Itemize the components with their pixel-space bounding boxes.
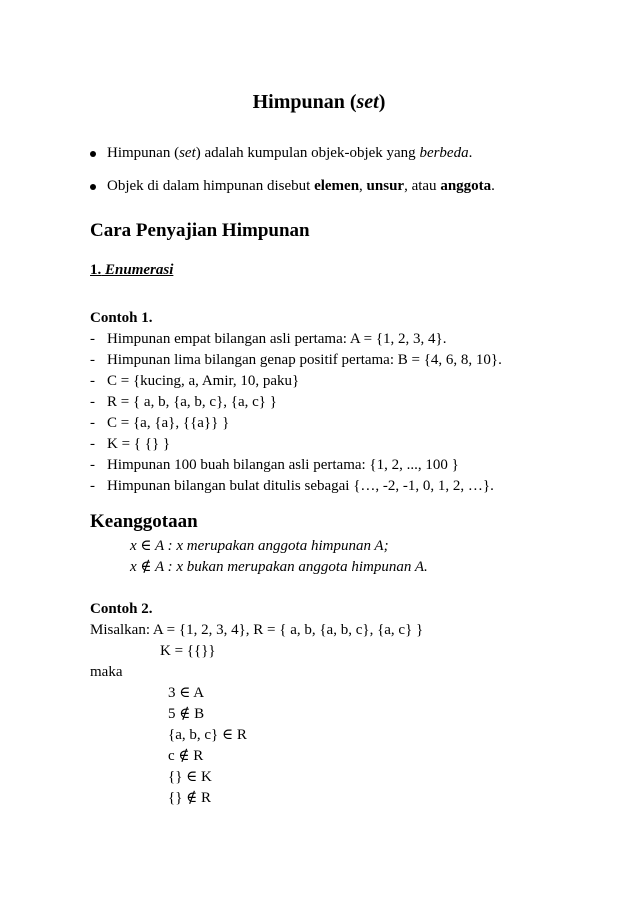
result-line: {} ∈ K: [168, 769, 212, 785]
result-line: 3 ∈ A: [168, 685, 205, 701]
contoh-2-line-1: Misalkan: A = {1, 2, 3, 4}, R = { a, b, {a, b, c}, {a, c} }: [90, 622, 424, 638]
result-line: {a, b, c} ∈ R: [168, 727, 247, 743]
bullet-icon: [90, 184, 96, 190]
result-line: {} ∉ R: [168, 790, 212, 806]
title-set-italic: set: [356, 91, 379, 113]
contoh-2-line-2: K = {{}}: [160, 643, 216, 659]
keanggotaan-line-2: x ∉ A : x bukan merupakan anggota himpunan A.: [130, 559, 428, 575]
contoh-1-heading: Contoh 1.: [90, 310, 153, 326]
result-line: 5 ∉ B: [168, 706, 205, 722]
contoh-2-maka: maka: [90, 664, 123, 680]
keanggotaan-line-1: x ∈ A : x merupakan anggota himpunan A;: [130, 538, 389, 554]
section-heading-cara-penyajian: Cara Penyajian Himpunan: [90, 220, 310, 241]
page-title: Himpunan (set): [252, 91, 386, 113]
result-line: c ∉ R: [168, 748, 204, 764]
bullet-icon: [90, 151, 96, 157]
document-page: Himpunan (set) Himpunan (set) adalah kumpulan objek-objek yang berbeda. Objek di dalam himpunan disebut elemen, unsur, atau anggota. Cara Penyajian Himpunan 1. Enumerasi Contoh 1. - Himpunan empat bilangan asli pertama: A = {1, 2, 3, 4}. - Himpunan lima bilangan genap positif pertama: B = {4, 6, 8, 10}. - C = {kucing, a, Amir, 10, paku} - R = { a, b, {a, b, c}, {a, c} } - C = {a, {a}, {{a}} } - K = { {} } - Himpunan 100 buah bilangan asli pertama: {1, 2, ..., 100 } - Himpunan bilangan bulat ditulis sebagai {…, -2, -1, 0, 1, 2, …}. Keanggotaan x ∈ A : x merupakan anggota himpunan A; x ∉ A : x bukan merupakan anggota himpunan A. Contoh 2. Misalkan: A = {1, 2, 3, 4}, R = { a, b, {a, b, c}, {a, c} } K = {{}} maka 3 ∈ A 5 ∉ B {a, b, c} ∈ R c ∉ R {} ∈ K {} ∉ R: [0, 0, 638, 903]
section-heading-keanggotaan: Keanggotaan: [90, 511, 198, 532]
contoh-2-heading: Contoh 2.: [90, 601, 153, 617]
subheading-enumerasi: 1. Enumerasi: [90, 262, 174, 278]
